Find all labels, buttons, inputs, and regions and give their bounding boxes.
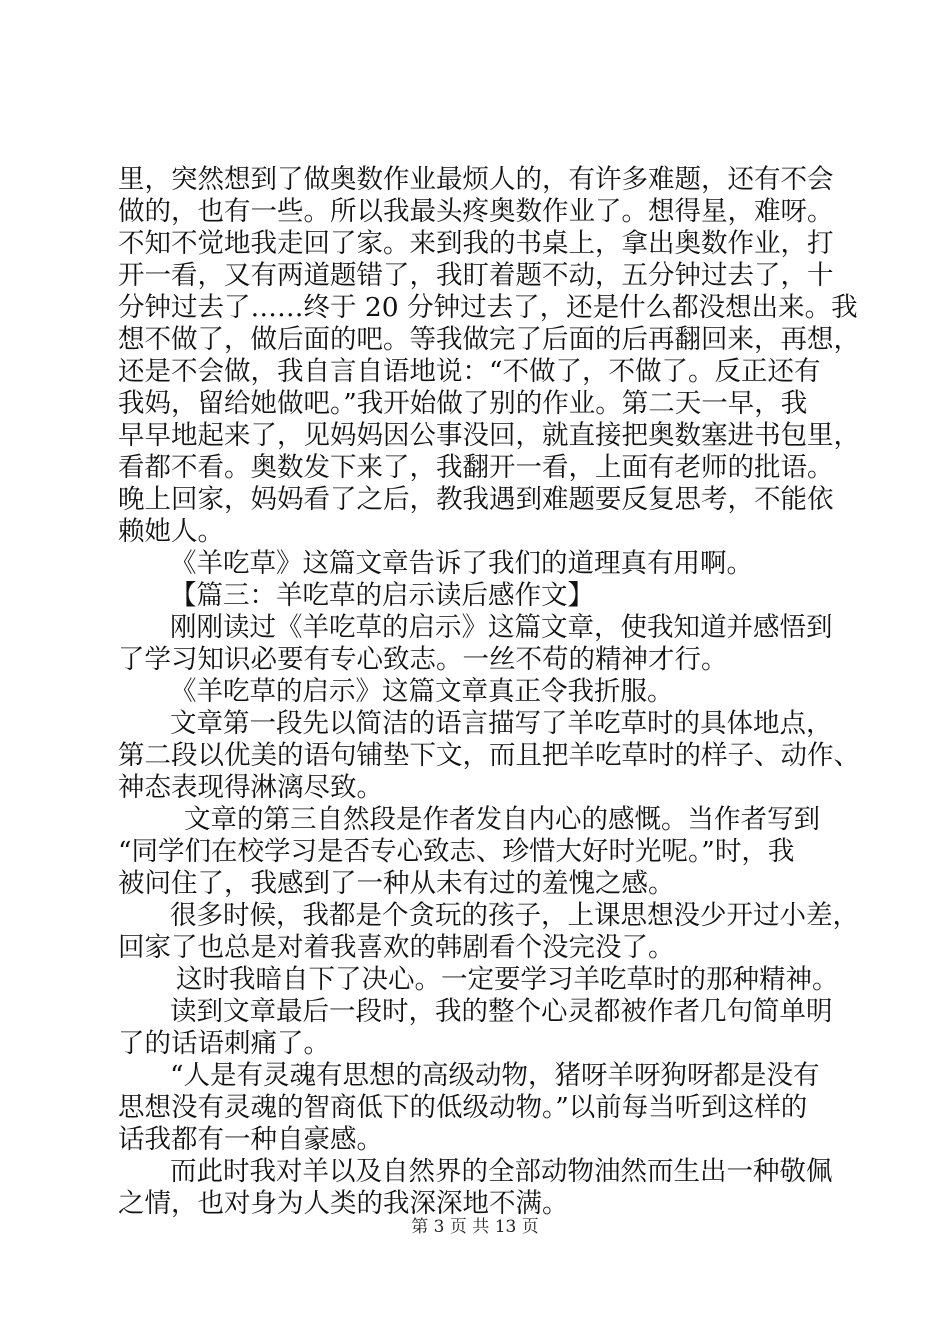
text-line: 《羊吃草的启示》这篇文章真正令我折服。 bbox=[170, 676, 674, 707]
text-line: “人是有灵魂有思想的高级动物，猪呀羊呀狗呀都是没有 bbox=[170, 1060, 820, 1091]
text-line: 分钟过去了……终于 20 分钟过去了，还是什么都没想出来。我 bbox=[118, 292, 858, 323]
text-line: 话我都有一种自豪感。 bbox=[118, 1124, 383, 1155]
text-line: 第二段以优美的语句铺垫下文，而且把羊吃草时的样子、动作、 bbox=[118, 740, 860, 771]
text-line: 赖她人。 bbox=[118, 516, 224, 547]
text-line: 回家了也总是对着我喜欢的韩剧看个没完没了。 bbox=[118, 932, 675, 963]
text-line: 被问住了，我感到了一种从未有过的羞愧之感。 bbox=[118, 868, 675, 899]
text-line: 不知不觉地我走回了家。来到我的书桌上，拿出奥数作业，打 bbox=[118, 228, 834, 259]
text-line: 里，突然想到了做奥数作业最烦人的，有许多难题，还有不会 bbox=[118, 164, 834, 195]
text-line: 晚上回家，妈妈看了之后，教我遇到难题要反复思考，不能依 bbox=[118, 484, 834, 515]
text-line: 看都不看。奥数发下来了，我翻开一看，上面有老师的批语。 bbox=[118, 452, 834, 483]
page-number-footer: 第 3 页 共 13 页 bbox=[411, 1217, 539, 1237]
text-line: 《羊吃草》这篇文章告诉了我们的道理真有用啊。 bbox=[170, 548, 753, 579]
text-line: 思想没有灵魂的智商低下的低级动物。”以前每当听到这样的 bbox=[118, 1092, 808, 1123]
text-line: 神态表现得淋漓尽致。 bbox=[118, 772, 383, 803]
text-line: 文章的第三自然段是作者发自内心的感慨。当作者写到 bbox=[184, 804, 820, 835]
text-line: 还是不会做，我自言自语地说：“不做了，不做了。反正还有 bbox=[118, 356, 821, 387]
text-line: 读到文章最后一段时，我的整个心灵都被作者几句简单明 bbox=[170, 996, 833, 1027]
text-line: 做的，也有一些。所以我最头疼奥数作业了。想得星，难呀。 bbox=[118, 196, 834, 227]
text-line: 而此时我对羊以及自然界的全部动物油然而生出一种敬佩 bbox=[170, 1156, 833, 1187]
text-line: 文章第一段先以简洁的语言描写了羊吃草时的具体地点， bbox=[170, 708, 833, 739]
text-line: 了的话语刺痛了。 bbox=[118, 1028, 330, 1059]
text-line: 想不做了，做后面的吧。等我做完了后面的后再翻回来，再想， bbox=[118, 324, 860, 355]
text-line: “同学们在校学习是否专心致志、珍惜大好时光呢。”时，我 bbox=[118, 836, 795, 867]
text-line: 这时我暗自下了决心。一定要学习羊吃草时的那种精神。 bbox=[176, 964, 839, 995]
text-line: 之情，也对身为人类的我深深地不满。 bbox=[118, 1188, 569, 1219]
text-line: 了学习知识必要有专心致志。一丝不苟的精神才行。 bbox=[118, 644, 728, 675]
text-line: 我妈，留给她做吧。”我开始做了别的作业。第二天一早，我 bbox=[118, 388, 808, 419]
section-heading: 【篇三：羊吃草的启示读后感作文】 bbox=[170, 580, 594, 611]
text-line: 刚刚读过《羊吃草的启示》这篇文章，使我知道并感悟到 bbox=[170, 612, 833, 643]
text-line: 早早地起来了，见妈妈因公事没回，就直接把奥数塞进书包里， bbox=[118, 420, 860, 451]
text-line: 开一看，又有两道题错了，我盯着题不动，五分钟过去了，十 bbox=[118, 260, 834, 291]
text-line: 很多时候，我都是个贪玩的孩子，上课思想没少开过小差， bbox=[170, 900, 859, 931]
